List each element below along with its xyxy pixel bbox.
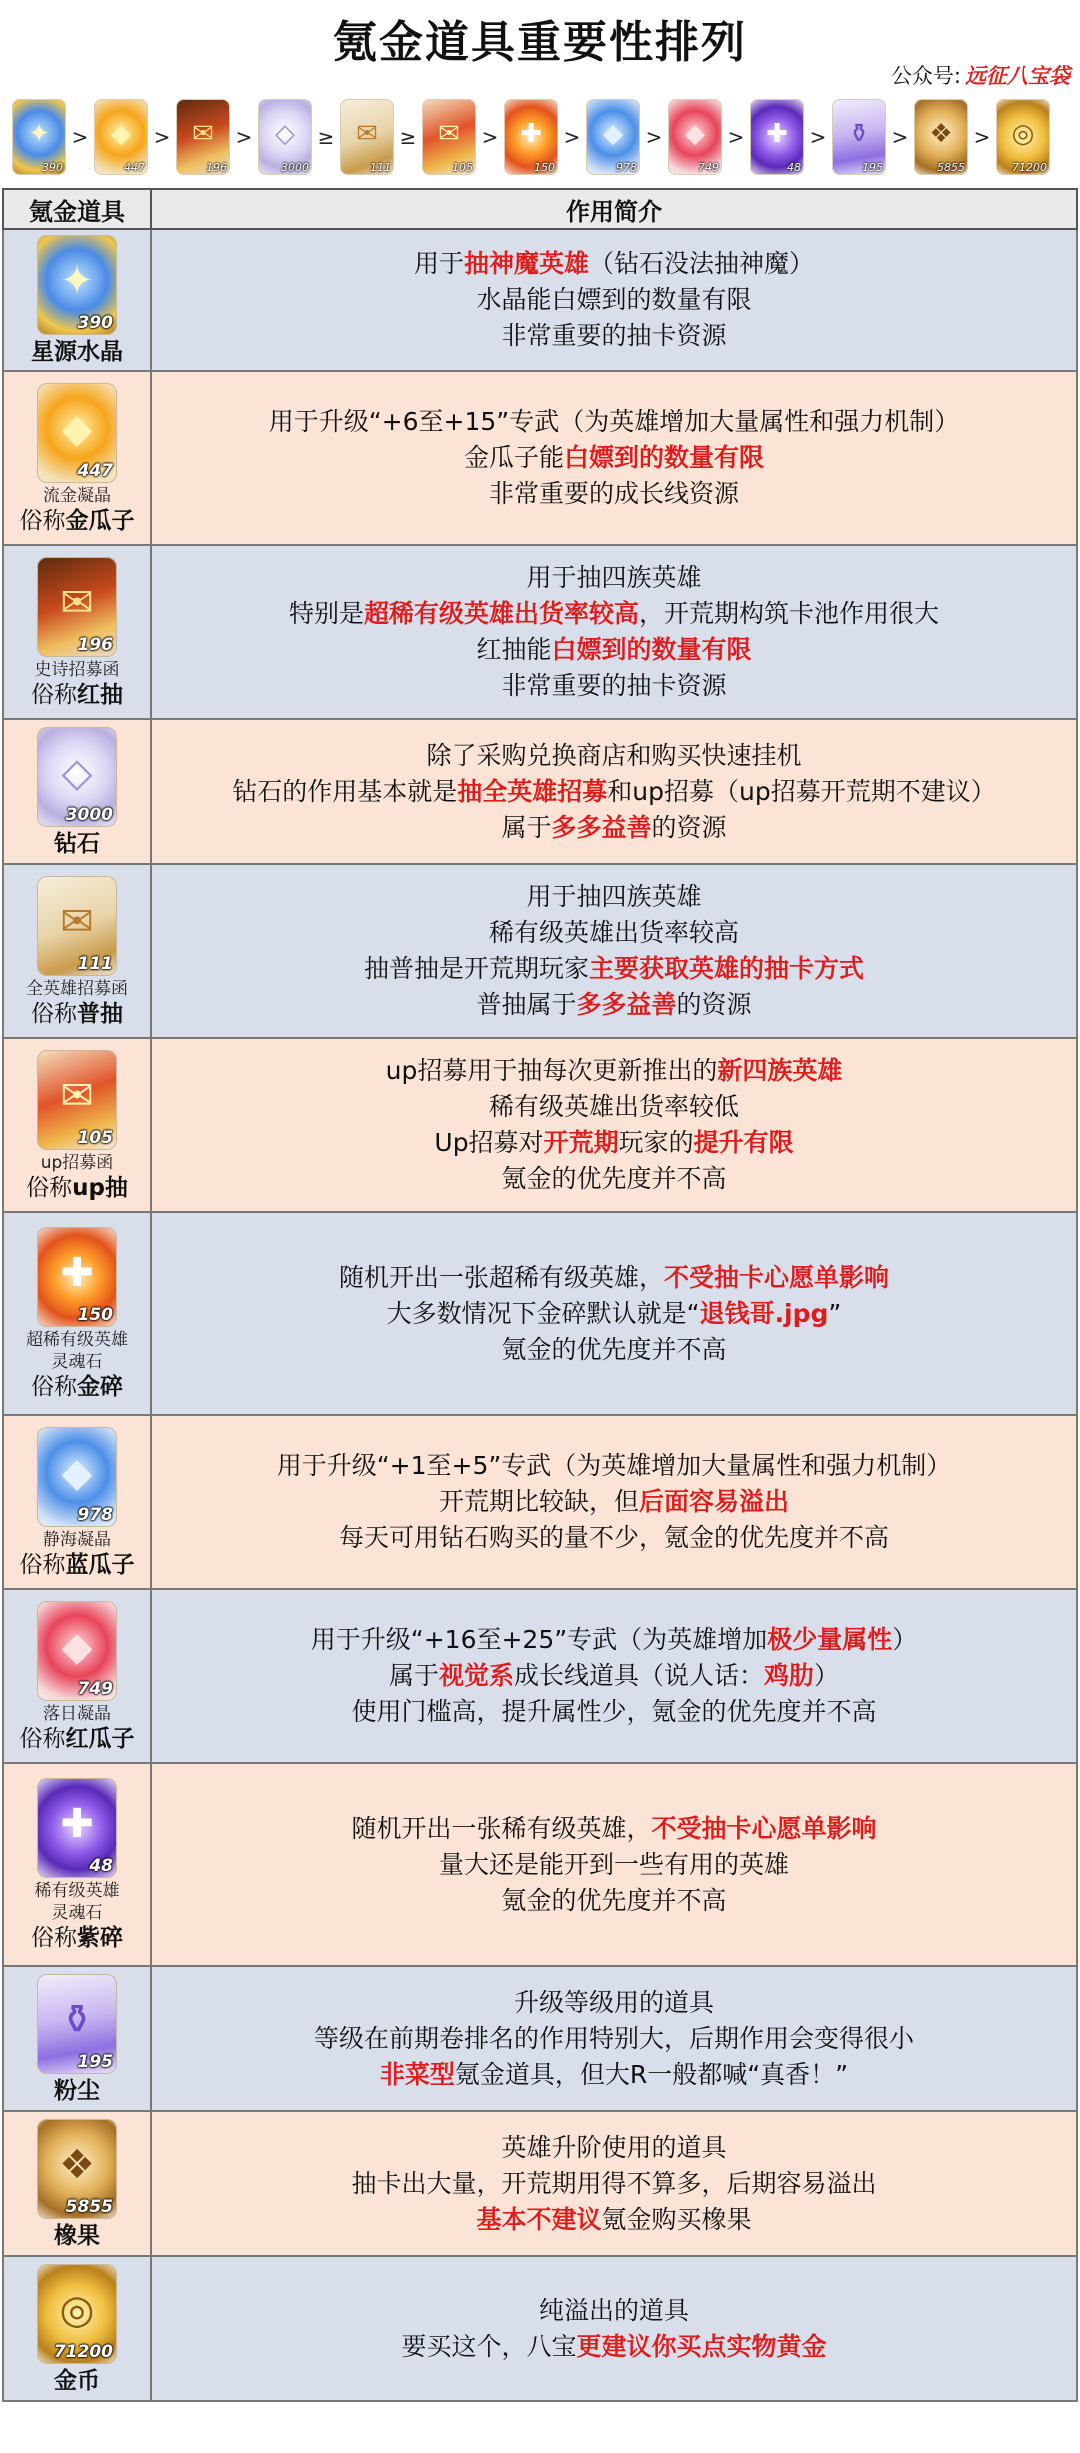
- description-text: 抽普抽是开荒期玩家: [363, 954, 589, 983]
- item-cell: [3, 545, 151, 719]
- description-line: [153, 560, 1075, 596]
- item-name: 金币: [54, 2367, 100, 2394]
- strip-item: [832, 99, 914, 175]
- gold-coins-icon: ◎ 71200: [37, 2264, 117, 2364]
- rank-separator: >: [645, 125, 663, 149]
- highlight-text: 基本不建议: [476, 2204, 602, 2234]
- table-row: [3, 1038, 1077, 1212]
- item-name: 星源水晶: [31, 339, 123, 365]
- description-text: 和up招募（up招募开荒期不建议）: [607, 776, 996, 806]
- item-official-name: 史诗招募函: [34, 659, 120, 680]
- highlight-text: 超稀有级英雄出货率较高: [363, 599, 639, 628]
- description-text: 氪金购买橡果: [601, 2204, 752, 2234]
- item-nickname: [4, 507, 150, 536]
- ranking-strip: [12, 96, 1074, 178]
- crystal-icon: ✦ 390: [37, 235, 117, 335]
- acorn-icon: ❖ 5855: [37, 2119, 117, 2219]
- description-text: 非常重要的成长线资源: [488, 479, 739, 508]
- description-line: [153, 1520, 1075, 1556]
- description-line: [153, 1847, 1075, 1883]
- description-line: [153, 1448, 1075, 1484]
- strip-item: [258, 99, 340, 175]
- fire-soulstone-icon: ✚ 150: [504, 99, 558, 175]
- description-text: 玩家的: [618, 1128, 694, 1157]
- item-name: 粉尘: [54, 2077, 100, 2104]
- item-count: 3000: [65, 804, 113, 825]
- highlight-text: 后面容易溢出: [639, 1487, 790, 1516]
- highlight-text: 白嫖到的数量有限: [551, 635, 752, 664]
- strip-item-count: 978: [616, 161, 637, 174]
- strip-item: [586, 99, 668, 175]
- envelope-icon: ✉ 111: [37, 876, 117, 976]
- item-official-name: 稀有级英雄 灵魂石: [34, 1881, 120, 1923]
- purple-soulstone-icon: ✚ 48: [750, 99, 804, 175]
- description-line: [153, 596, 1075, 632]
- item-nickname: [4, 1924, 150, 1953]
- nickname-prefix: 俗称: [31, 1925, 77, 1951]
- description-text: 用于升级“+1至+5”专武（为英雄增加大量属性和强力机制）: [276, 1451, 952, 1480]
- description-cell: [151, 2111, 1077, 2256]
- description-text: ）: [892, 1625, 918, 1654]
- description-text: 大多数情况下金碎默认就是“: [386, 1298, 700, 1328]
- item-nickname: [4, 1174, 150, 1203]
- crystal-icon: ✦ 390: [12, 99, 66, 175]
- description-cell: [151, 2256, 1077, 2401]
- description-text: 纯溢出的道具: [538, 2295, 689, 2325]
- description-text: 随机开出一张稀有级英雄，: [351, 1813, 652, 1843]
- strip-item-count: 3000: [281, 161, 309, 174]
- column-header-description: 作用简介: [151, 189, 1077, 229]
- item-count: 105: [77, 1127, 113, 1148]
- item-cell: [3, 1763, 151, 1966]
- description-text: 成长线道具（说人话：: [513, 1661, 764, 1690]
- table-row: [3, 719, 1077, 864]
- strip-item-count: 48: [787, 161, 801, 174]
- description-cell: [151, 864, 1077, 1038]
- dust-bottle-icon: ⚱ 195: [37, 1974, 117, 2074]
- blue-shard-icon: ◆ 978: [586, 99, 640, 175]
- description-line: [153, 2202, 1075, 2238]
- description-cell: [151, 719, 1077, 864]
- strip-item-count: 71200: [1012, 161, 1047, 174]
- description-line: [153, 1694, 1075, 1730]
- nickname-value: 金瓜子: [65, 507, 135, 534]
- item-official-name: up招募函: [40, 1152, 114, 1173]
- nickname-value: 蓝瓜子: [65, 1551, 135, 1578]
- account-label: 公众号:: [890, 64, 961, 88]
- description-line: [153, 1296, 1075, 1332]
- description-line: [153, 915, 1075, 951]
- highlight-text: 白嫖到的数量有限: [564, 443, 765, 472]
- item-count: 150: [77, 1305, 113, 1325]
- description-cell: [151, 1415, 1077, 1589]
- description-text: 用于: [413, 249, 464, 278]
- highlight-text: 更建议你买点实物黄金: [576, 2331, 827, 2361]
- item-count: 48: [89, 1856, 113, 1876]
- strip-item: [504, 99, 586, 175]
- description-line: [153, 1089, 1075, 1125]
- strip-item-count: 195: [862, 161, 883, 174]
- description-text: 用于抽四族英雄: [526, 563, 702, 592]
- item-count: 749: [77, 1678, 113, 1699]
- description-text: Up招募对: [434, 1128, 544, 1157]
- item-cell: [3, 1415, 151, 1589]
- item-nickname: [4, 1551, 150, 1580]
- account-name: 远征八宝袋: [965, 64, 1070, 88]
- diamond-icon: ◇ 3000: [258, 99, 312, 175]
- header: [0, 0, 1080, 174]
- description-line: [153, 1658, 1075, 1694]
- description-text: 稀有级英雄出货率较高: [488, 918, 739, 947]
- description-text: 氪金道具，但大R一般都喊“真香！”: [454, 2059, 849, 2089]
- item-official-name: 全英雄招募函: [26, 978, 128, 999]
- highlight-text: 抽全英雄招募: [457, 776, 608, 806]
- rank-separator: >: [563, 125, 581, 149]
- item-name: 钻石: [54, 830, 100, 857]
- description-line: [153, 246, 1075, 282]
- highlight-text: 不受抽卡心愿单影响: [651, 1813, 877, 1843]
- item-cell: [3, 2256, 151, 2401]
- description-text: 除了采购兑换商店和购买快速挂机: [426, 740, 802, 770]
- description-line: [153, 738, 1075, 774]
- table-row: [3, 1966, 1077, 2111]
- description-text: 量大还是能开到一些有用的英雄: [438, 1849, 789, 1879]
- table-body: [3, 229, 1077, 2401]
- strip-item-count: 105: [452, 161, 473, 174]
- account-credit: [891, 60, 1070, 90]
- description-line: [153, 282, 1075, 318]
- item-nickname: [4, 681, 150, 710]
- item-cell: [3, 1212, 151, 1415]
- table-row: [3, 545, 1077, 719]
- description-line: [153, 404, 1075, 440]
- description-line: [153, 1332, 1075, 1368]
- strip-item: [914, 99, 996, 175]
- rank-separator: >: [973, 125, 991, 149]
- strip-item-count: 111: [370, 161, 391, 174]
- item-official-name: 落日凝晶: [43, 1703, 111, 1724]
- description-line: [153, 2021, 1075, 2057]
- description-line: [153, 1161, 1075, 1197]
- rank-separator: >: [891, 125, 909, 149]
- nickname-value: 金碎: [77, 1374, 123, 1400]
- item-cell: [3, 2111, 151, 2256]
- table-row: [3, 2256, 1077, 2401]
- envelope-icon: ✉ 111: [340, 99, 394, 175]
- strip-item-count: 390: [42, 161, 63, 174]
- gold-shard-icon: ◆ 447: [37, 383, 117, 483]
- description-text: 钻石的作用基本就是: [232, 776, 458, 806]
- item-cell: [3, 719, 151, 864]
- description-text: 金瓜子能: [463, 443, 564, 472]
- nickname-value: 红抽: [77, 681, 123, 708]
- item-cell: [3, 1589, 151, 1763]
- highlight-text: 多多益善: [576, 990, 677, 1019]
- nickname-prefix: 俗称: [19, 507, 66, 534]
- description-cell: [151, 1038, 1077, 1212]
- strip-item: [340, 99, 422, 175]
- item-count: 196: [77, 634, 113, 655]
- highlight-text: 视觉系: [438, 1661, 514, 1690]
- description-line: [153, 1484, 1075, 1520]
- nickname-prefix: 俗称: [31, 1000, 77, 1027]
- highlight-text: 主要获取英雄的抽卡方式: [589, 954, 865, 983]
- description-text: 随机开出一张超稀有级英雄，: [338, 1262, 664, 1292]
- description-text: 氪金的优先度并不高: [501, 1334, 727, 1364]
- description-text: ”: [828, 1298, 842, 1328]
- item-cell: [3, 371, 151, 545]
- item-count: 111: [77, 953, 113, 974]
- strip-item: [668, 99, 750, 175]
- description-text: 抽卡出大量，开荒期用得不算多，后期容易溢出: [351, 2168, 877, 2198]
- description-text: 用于升级“+16至+25”专武（为英雄增加: [310, 1625, 768, 1654]
- page-title: 氪金道具重要性排列: [333, 17, 747, 68]
- table-row: [3, 1589, 1077, 1763]
- strip-item: [176, 99, 258, 175]
- gold-shard-icon: ◆ 447: [94, 99, 148, 175]
- description-text: 氪金的优先度并不高: [501, 1885, 727, 1915]
- rank-separator: >: [153, 125, 171, 149]
- description-text: 水晶能白嫖到的数量有限: [476, 285, 752, 314]
- description-cell: [151, 1212, 1077, 1415]
- highlight-text: 开荒期: [543, 1128, 619, 1157]
- description-text: （钻石没法抽神魔）: [589, 249, 815, 278]
- strip-item-count: 447: [124, 161, 145, 174]
- description-line: [153, 668, 1075, 704]
- item-official-name: 超稀有级英雄 灵魂石: [26, 1330, 128, 1372]
- strip-item-count: 749: [698, 161, 719, 174]
- description-text: 普抽属于: [476, 990, 577, 1019]
- highlight-text: 不受抽卡心愿单影响: [664, 1262, 890, 1292]
- description-line: [153, 632, 1075, 668]
- description-text: 的资源: [651, 812, 727, 842]
- rank-separator: >: [481, 125, 499, 149]
- up-scroll-icon: ✉ 105: [37, 1050, 117, 1150]
- strip-item: [422, 99, 504, 175]
- rank-separator: >: [71, 125, 89, 149]
- gold-coins-icon: ◎ 71200: [996, 99, 1050, 175]
- nickname-prefix: 俗称: [31, 681, 77, 708]
- item-cell: [3, 229, 151, 371]
- rank-separator: >: [727, 125, 745, 149]
- table-row: [3, 864, 1077, 1038]
- up-scroll-icon: ✉ 105: [422, 99, 476, 175]
- description-line: [153, 774, 1075, 810]
- rank-separator: ≥: [317, 125, 335, 149]
- description-text: 等级在前期卷排名的作用特别大，后期作用会变得很小: [313, 2023, 914, 2053]
- item-nickname: [4, 1000, 150, 1029]
- description-text: 非常重要的抽卡资源: [501, 321, 727, 350]
- description-text: 红抽能: [476, 635, 552, 664]
- item-count: 195: [77, 2051, 113, 2072]
- purple-soulstone-icon: ✚ 48: [37, 1778, 117, 1878]
- strip-item: [94, 99, 176, 175]
- description-cell: [151, 371, 1077, 545]
- dust-bottle-icon: ⚱ 195: [832, 99, 886, 175]
- nickname-prefix: 俗称: [31, 1374, 77, 1400]
- table-row: [3, 371, 1077, 545]
- description-cell: [151, 1589, 1077, 1763]
- description-line: [153, 951, 1075, 987]
- description-line: [153, 476, 1075, 512]
- description-text: 开荒期比较缺，但: [438, 1487, 639, 1516]
- description-line: [153, 2293, 1075, 2329]
- strip-item: [750, 99, 832, 175]
- description-text: 英雄升阶使用的道具: [501, 2132, 727, 2162]
- strip-item: [12, 99, 94, 175]
- description-text: ）: [814, 1661, 840, 1690]
- description-text: 每天可用钻石购买的量不少，氪金的优先度并不高: [338, 1523, 889, 1552]
- description-line: [153, 2329, 1075, 2365]
- diamond-icon: ◇ 3000: [37, 727, 117, 827]
- description-line: [153, 810, 1075, 846]
- description-text: 特别是: [288, 599, 364, 628]
- rank-separator: >: [235, 125, 253, 149]
- rank-separator: >: [809, 125, 827, 149]
- highlight-text: 退钱哥.jpg: [699, 1298, 829, 1328]
- description-cell: [151, 1966, 1077, 2111]
- description-cell: [151, 1763, 1077, 1966]
- description-text: up招募用于抽每次更新推出的: [385, 1056, 718, 1085]
- red-shard-icon: ◆ 749: [668, 99, 722, 175]
- item-name: 橡果: [54, 2222, 100, 2249]
- description-line: [153, 1883, 1075, 1919]
- nickname-value: up抽: [72, 1174, 128, 1201]
- fire-soulstone-icon: ✚ 150: [37, 1227, 117, 1327]
- highlight-text: 极少量属性: [767, 1625, 893, 1654]
- blue-shard-icon: ◆ 978: [37, 1427, 117, 1527]
- description-line: [153, 318, 1075, 354]
- nickname-value: 红瓜子: [65, 1725, 135, 1752]
- red-shard-icon: ◆ 749: [37, 1601, 117, 1701]
- table-row: [3, 1763, 1077, 1966]
- item-count: 390: [77, 313, 113, 333]
- item-cell: [3, 864, 151, 1038]
- highlight-text: 新四族英雄: [717, 1056, 843, 1085]
- item-count: 978: [77, 1504, 113, 1525]
- table-row: [3, 2111, 1077, 2256]
- description-text: 要买这个，八宝: [401, 2331, 577, 2361]
- item-cell: [3, 1966, 151, 2111]
- highlight-text: 提升有限: [693, 1128, 794, 1157]
- acorn-icon: ❖ 5855: [914, 99, 968, 175]
- highlight-text: 抽神魔英雄: [463, 249, 589, 278]
- item-official-name: 静海凝晶: [43, 1529, 111, 1550]
- description-text: 使用门槛高，提升属性少，氪金的优先度并不高: [351, 1697, 877, 1726]
- item-count: 71200: [53, 2341, 113, 2362]
- description-line: [153, 987, 1075, 1023]
- strip-item-count: 150: [534, 161, 555, 174]
- nickname-prefix: 俗称: [19, 1725, 66, 1752]
- description-text: 属于: [501, 812, 552, 842]
- highlight-text: 多多益善: [551, 812, 652, 842]
- description-text: 稀有级英雄出货率较低: [488, 1092, 739, 1121]
- epic-scroll-icon: ✉ 196: [37, 557, 117, 657]
- description-line: [153, 1985, 1075, 2021]
- item-official-name: 流金凝晶: [43, 485, 111, 506]
- description-line: [153, 1053, 1075, 1089]
- description-text: 升级等级用的道具: [513, 1987, 714, 2017]
- description-line: [153, 440, 1075, 476]
- epic-scroll-icon: ✉ 196: [176, 99, 230, 175]
- description-text: 用于抽四族英雄: [526, 882, 702, 911]
- highlight-text: 鸡肋: [764, 1661, 815, 1690]
- description-line: [153, 1260, 1075, 1296]
- description-text: 属于: [388, 1661, 439, 1690]
- description-line: [153, 1811, 1075, 1847]
- table-row: [3, 229, 1077, 371]
- description-line: [153, 2130, 1075, 2166]
- table-row: [3, 1212, 1077, 1415]
- table-row: [3, 1415, 1077, 1589]
- item-count: 5855: [65, 2196, 113, 2217]
- description-cell: [151, 545, 1077, 719]
- description-line: [153, 879, 1075, 915]
- highlight-text: 非菜型: [379, 2059, 455, 2089]
- nickname-prefix: 俗称: [26, 1174, 73, 1201]
- description-text: 用于升级“+6至+15”专武（为英雄增加大量属性和强力机制）: [268, 407, 960, 436]
- description-text: ，开荒期构筑卡池作用很大: [639, 599, 940, 628]
- description-line: [153, 1622, 1075, 1658]
- item-nickname: [4, 1725, 150, 1754]
- column-header-item: 氪金道具: [3, 189, 151, 229]
- items-table: [2, 188, 1078, 2402]
- strip-item: [996, 99, 1050, 175]
- nickname-value: 紫碎: [77, 1925, 123, 1951]
- item-count: 447: [77, 460, 113, 481]
- description-line: [153, 1125, 1075, 1161]
- description-text: 氪金的优先度并不高: [501, 1164, 727, 1193]
- item-cell: [3, 1038, 151, 1212]
- strip-item-count: 5855: [937, 161, 965, 174]
- description-cell: [151, 229, 1077, 371]
- description-line: [153, 2057, 1075, 2093]
- description-line: [153, 2166, 1075, 2202]
- item-nickname: [4, 1373, 150, 1402]
- description-text: 非常重要的抽卡资源: [501, 671, 727, 700]
- nickname-prefix: 俗称: [19, 1551, 66, 1578]
- nickname-value: 普抽: [77, 1000, 123, 1027]
- strip-item-count: 196: [206, 161, 227, 174]
- rank-separator: ≥: [399, 125, 417, 149]
- description-text: 的资源: [676, 990, 752, 1019]
